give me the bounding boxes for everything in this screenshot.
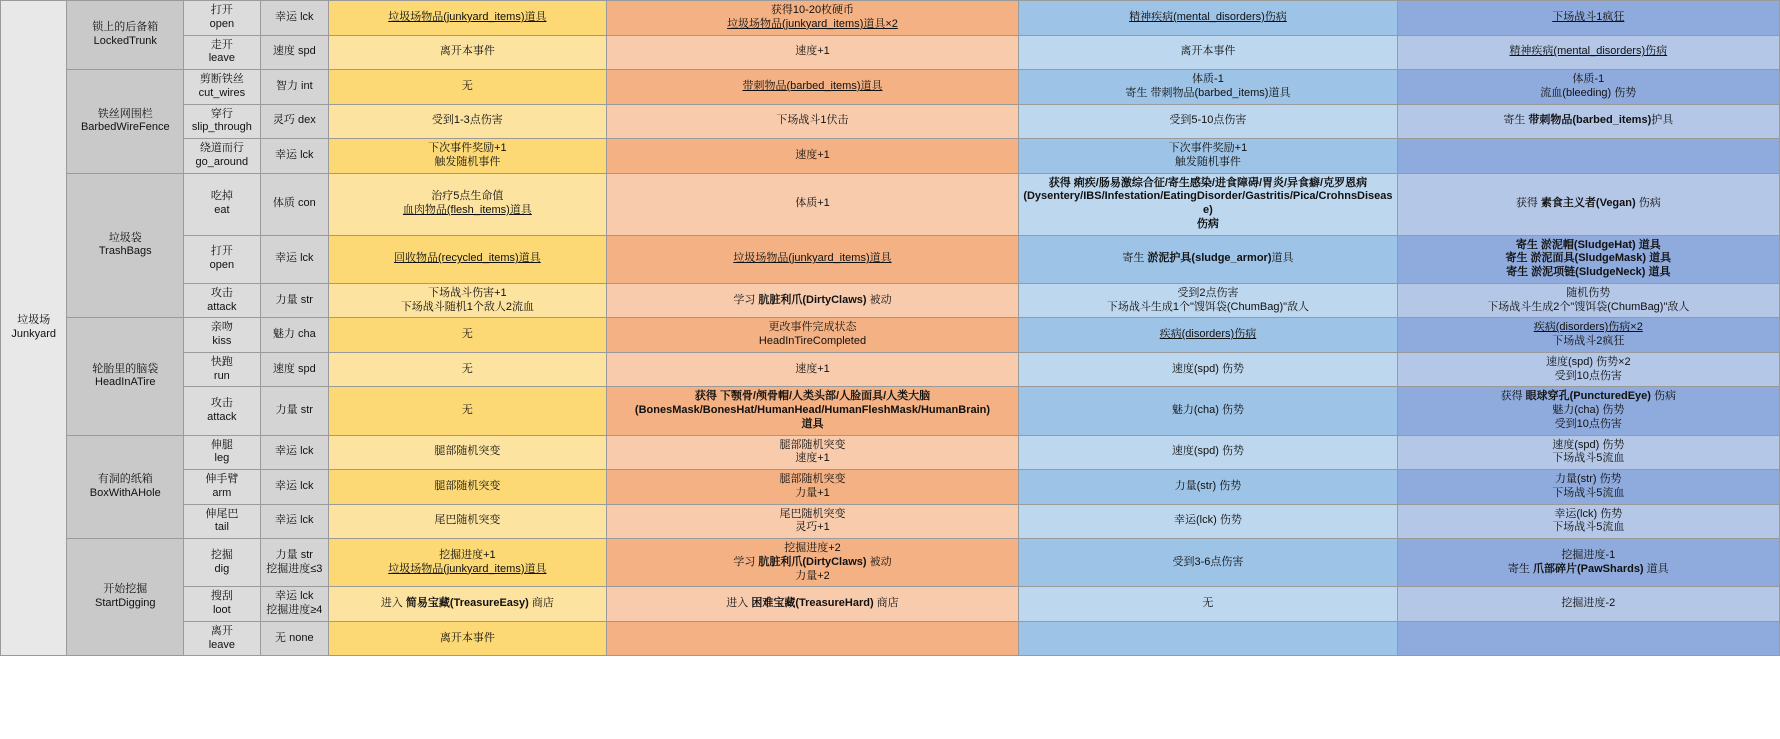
event-cell <box>67 70 184 174</box>
zone-label-cn: 垃圾场 <box>17 314 51 327</box>
outcome-success-cell <box>1019 352 1397 387</box>
cell-line: 灵巧+1 <box>795 521 830 534</box>
cell-line: 寄生 带刺物品(barbed_items)护具 <box>1503 114 1674 127</box>
cell-line: 无 <box>461 328 473 341</box>
cell-line: 下次事件奖励+1 <box>428 142 507 154</box>
table-row <box>1 35 1780 70</box>
cell-line: 体质-1 <box>1192 73 1224 85</box>
cell-line: 下场战斗1伏击 <box>776 114 849 127</box>
action-label-en: run <box>213 369 230 382</box>
action-label-cn: 打开 <box>210 4 233 16</box>
cell-line: 力量(str) 伤势 <box>1174 479 1242 492</box>
outcome-critical-fail-cell <box>329 35 607 70</box>
action-label-en: leave <box>208 638 235 651</box>
stat-label: 力量 str <box>275 404 313 416</box>
cell-line: 速度+1 <box>795 148 830 161</box>
cell-line: 速度(spd) 伤势 <box>1171 362 1244 375</box>
outcome-critical-success-cell <box>1397 235 1779 283</box>
outcome-success-cell <box>1019 283 1397 318</box>
cell-line: 尾巴随机突变 <box>779 507 846 520</box>
action-label-cn: 挖掘 <box>210 548 233 561</box>
stat-cell <box>260 504 328 539</box>
outcome-critical-success-cell <box>1397 35 1779 70</box>
cell-line: 更改事件完成状态 <box>768 321 857 334</box>
action-label-cn: 攻击 <box>210 397 233 410</box>
cell-line: 挖掘进度+1 <box>439 548 496 561</box>
action-cell <box>184 621 260 656</box>
cell-line: 下场战斗生成2个"馊饵袋(ChumBag)"敌人 <box>1487 300 1690 313</box>
stat-label: 幸运 lck <box>275 148 314 161</box>
action-cell <box>184 104 260 139</box>
table-row <box>1 104 1780 139</box>
outcome-critical-fail-cell <box>329 283 607 318</box>
outcome-critical-success-cell <box>1397 104 1779 139</box>
cell-line: 离开本事件 <box>439 45 495 58</box>
cell-line: 力量+1 <box>795 486 830 499</box>
event-name-cn: 垃圾袋 <box>108 231 142 244</box>
cell-line: 寄生 淤泥护具(sludge_armor)道具 <box>1122 252 1294 265</box>
cell-line: 获得10-20枚硬币 <box>770 4 855 16</box>
outcome-critical-success-cell <box>1397 539 1779 587</box>
stat-label: 幸运 lck <box>275 514 314 527</box>
outcome-fail-cell <box>606 173 1019 235</box>
cell-line: 垃圾场物品(junkyard_items)道具 <box>388 10 547 23</box>
cell-line: 道具 <box>801 417 824 430</box>
cell-line: 速度+1 <box>795 45 830 58</box>
outcome-success-cell <box>1019 139 1397 174</box>
stat-label: 速度 spd <box>272 45 316 58</box>
action-label-cn: 伸腿 <box>210 438 233 451</box>
cell-line: 力量(str) 伤势 <box>1554 473 1622 485</box>
outcome-critical-fail-cell <box>329 470 607 505</box>
event-name-cn: 锁上的后备箱 <box>92 21 159 34</box>
table-row <box>1 283 1780 318</box>
stat-cell <box>260 283 328 318</box>
outcome-critical-fail-cell <box>329 70 607 105</box>
outcome-fail-cell <box>606 104 1019 139</box>
outcome-success-cell <box>1019 70 1397 105</box>
action-label-cn: 走开 <box>210 38 233 51</box>
action-label-en: kiss <box>212 335 232 347</box>
stat-cell <box>260 173 328 235</box>
cell-line: 魅力(cha) 伤势 <box>1552 404 1625 416</box>
outcome-fail-cell <box>606 621 1019 656</box>
stat-label: 力量 str <box>275 293 313 306</box>
outcome-critical-success-cell <box>1397 283 1779 318</box>
stat-label: 无 none <box>275 631 314 644</box>
outcome-fail-cell <box>606 35 1019 70</box>
cell-line: 离开本事件 <box>439 631 495 644</box>
cell-line: 无 <box>1202 597 1214 610</box>
cell-line: 寄生 淤泥项链(SludgeNeck) 道具 <box>1506 266 1671 278</box>
cell-line: 带刺物品(barbed_items)道具 <box>742 79 883 92</box>
cell-line: 挖掘进度+2 <box>784 542 841 554</box>
cell-line: 下场战斗5流血 <box>1552 486 1625 499</box>
action-label-cn: 离开 <box>210 624 233 637</box>
stat-label: 灵巧 dex <box>272 114 316 127</box>
action-cell <box>184 504 260 539</box>
action-cell <box>184 352 260 387</box>
stat-label: 体质 con <box>272 197 316 210</box>
action-cell <box>184 139 260 174</box>
cell-line: 学习 肮脏利爪(DirtyClaws) 被动 <box>733 555 892 568</box>
stat-cell <box>260 352 328 387</box>
outcome-success-cell <box>1019 173 1397 235</box>
outcome-fail-cell <box>606 139 1019 174</box>
action-label-cn: 攻击 <box>210 286 233 299</box>
cell-line: 下场战斗5流血 <box>1552 452 1625 465</box>
action-label-cn: 绕道而行 <box>199 142 244 154</box>
outcome-success-cell <box>1019 35 1397 70</box>
event-name-en: HeadInATire <box>95 376 156 389</box>
cell-line: 下场战斗1疯狂 <box>1552 10 1625 23</box>
outcome-fail-cell <box>606 283 1019 318</box>
cell-line: HeadInTireCompleted <box>758 335 867 347</box>
action-label-en: slip_through <box>191 121 252 134</box>
cell-line: 精神疾病(mental_disorders)伤病 <box>1129 10 1287 23</box>
outcome-critical-fail-cell <box>329 621 607 656</box>
stat-condition: 挖掘进度≥4 <box>266 604 323 616</box>
cell-line: 血肉物品(flesh_items)道具 <box>402 204 532 216</box>
action-label-cn: 亲吻 <box>210 321 233 334</box>
cell-line: 无 <box>461 362 473 375</box>
cell-line: (BonesMask/BonesHat/HumanHead/HumanFleshMask/HumanBrain) <box>634 404 991 416</box>
cell-line: 下场战斗5流血 <box>1552 521 1625 534</box>
table-row <box>1 235 1780 283</box>
table-row <box>1 352 1780 387</box>
table-body <box>1 1 1780 656</box>
event-name-cn: 开始挖掘 <box>103 583 148 596</box>
outcome-critical-success-cell <box>1397 470 1779 505</box>
cell-line: 学习 肮脏利爪(DirtyClaws) 被动 <box>733 293 892 306</box>
outcome-fail-cell <box>606 587 1019 622</box>
outcome-success-cell <box>1019 621 1397 656</box>
stat-label: 魅力 cha <box>272 328 316 341</box>
stat-cell <box>260 318 328 353</box>
event-name-en: LockedTrunk <box>93 35 157 47</box>
stat-cell <box>260 104 328 139</box>
stat-cell <box>260 539 328 587</box>
cell-line: 速度(spd) 伤势 <box>1552 438 1625 451</box>
cell-line: 腿部随机突变 <box>779 473 846 485</box>
event-name-cn: 有洞的纸箱 <box>97 473 153 485</box>
action-label-cn: 打开 <box>210 245 233 258</box>
cell-line: 幸运(lck) 伤势 <box>1554 507 1623 520</box>
action-label-en: eat <box>214 204 230 216</box>
action-label-cn: 剪断铁丝 <box>199 73 244 85</box>
stat-cell <box>260 587 328 622</box>
stat-label: 幸运 lck <box>275 590 314 603</box>
cell-line: 速度+1 <box>795 362 830 375</box>
outcome-success-cell <box>1019 587 1397 622</box>
cell-line: 回收物品(recycled_items)道具 <box>394 252 541 265</box>
event-cell <box>67 173 184 318</box>
outcome-critical-success-cell <box>1397 621 1779 656</box>
action-label-cn: 伸手臂 <box>205 473 239 485</box>
outcome-critical-fail-cell <box>329 587 607 622</box>
outcome-fail-cell <box>606 435 1019 470</box>
outcome-success-cell <box>1019 470 1397 505</box>
cell-line: 下场战斗随机1个敌人2流血 <box>400 300 534 313</box>
action-label-en: attack <box>207 300 237 313</box>
event-name-en: BarbedWireFence <box>80 121 170 134</box>
table-row <box>1 70 1780 105</box>
outcome-critical-fail-cell <box>329 139 607 174</box>
action-cell <box>184 235 260 283</box>
cell-line: 下场战斗伤害+1 <box>428 286 507 299</box>
action-cell <box>184 539 260 587</box>
cell-line: 疾病(disorders)伤病 <box>1159 328 1257 341</box>
cell-line: 挖掘进度-2 <box>1561 597 1616 610</box>
cell-line: 触发随机事件 <box>1174 155 1241 168</box>
action-cell <box>184 70 260 105</box>
cell-line: 垃圾场物品(junkyard_items)道具×2 <box>727 17 898 30</box>
outcome-success-cell <box>1019 318 1397 353</box>
stat-cell <box>260 235 328 283</box>
event-name-en: TrashBags <box>98 245 152 258</box>
cell-line: 下场战斗生成1个"馊饵袋(ChumBag)"敌人 <box>1106 300 1310 313</box>
cell-line: 幸运(lck) 伤势 <box>1174 514 1242 527</box>
table-row <box>1 435 1780 470</box>
action-label-cn: 穿行 <box>210 107 233 120</box>
cell-line: 垃圾场物品(junkyard_items)道具 <box>388 562 547 575</box>
cell-line: 受到2点伤害 <box>1177 286 1239 299</box>
table-row <box>1 504 1780 539</box>
cell-line: 获得 素食主义者(Vegan) 伤病 <box>1515 197 1661 210</box>
outcome-success-cell <box>1019 104 1397 139</box>
event-cell <box>67 318 184 435</box>
cell-line: 腿部随机突变 <box>779 438 846 451</box>
action-cell <box>184 587 260 622</box>
outcome-critical-success-cell <box>1397 435 1779 470</box>
cell-line: 寄生 爪部碎片(PawShards) 道具 <box>1507 562 1669 575</box>
cell-line: 力量+2 <box>795 569 830 582</box>
cell-line: 尾巴随机突变 <box>434 514 501 527</box>
action-cell <box>184 470 260 505</box>
outcome-critical-success-cell <box>1397 173 1779 235</box>
stat-cell <box>260 35 328 70</box>
outcome-critical-success-cell <box>1397 504 1779 539</box>
outcome-critical-fail-cell <box>329 504 607 539</box>
outcome-critical-fail-cell <box>329 1 607 36</box>
outcome-success-cell <box>1019 1 1397 36</box>
action-cell <box>184 1 260 36</box>
event-name-cn: 铁丝网围栏 <box>97 107 153 120</box>
action-label-cn: 快跑 <box>210 355 233 368</box>
event-name-cn: 轮胎里的脑袋 <box>92 362 159 375</box>
table-row <box>1 387 1780 435</box>
cell-line: 腿部随机突变 <box>434 445 501 458</box>
outcome-success-cell <box>1019 504 1397 539</box>
outcome-critical-success-cell <box>1397 318 1779 353</box>
outcome-success-cell <box>1019 387 1397 435</box>
event-name-en: StartDigging <box>94 597 156 610</box>
cell-line: 魅力(cha) 伤势 <box>1171 404 1244 416</box>
cell-line: 受到3-6点伤害 <box>1172 555 1244 568</box>
action-label-en: cut_wires <box>198 86 246 99</box>
outcome-success-cell <box>1019 435 1397 470</box>
action-label-en: dig <box>214 562 230 575</box>
action-label-en: go_around <box>195 155 249 168</box>
outcome-critical-success-cell <box>1397 352 1779 387</box>
action-label-en: leg <box>214 452 230 465</box>
action-cell <box>184 173 260 235</box>
action-label-cn: 吃掉 <box>210 190 233 203</box>
cell-line: 受到10点伤害 <box>1554 417 1622 430</box>
outcome-fail-cell <box>606 504 1019 539</box>
stat-cell <box>260 1 328 36</box>
action-label-en: open <box>209 17 235 30</box>
table-row <box>1 587 1780 622</box>
outcome-critical-success-cell <box>1397 587 1779 622</box>
action-cell <box>184 283 260 318</box>
outcome-critical-fail-cell <box>329 173 607 235</box>
action-label-en: attack <box>207 410 237 423</box>
stat-cell <box>260 139 328 174</box>
stat-label: 力量 str <box>275 548 313 561</box>
table-row <box>1 621 1780 656</box>
stat-label: 幸运 lck <box>275 445 314 458</box>
stat-cell <box>260 470 328 505</box>
cell-line: 寄生 带刺物品(barbed_items)道具 <box>1125 86 1291 99</box>
action-label-cn: 伸尾巴 <box>205 507 239 520</box>
table-row <box>1 139 1780 174</box>
outcome-critical-fail-cell <box>329 539 607 587</box>
action-cell <box>184 387 260 435</box>
outcome-critical-success-cell <box>1397 70 1779 105</box>
cell-line: 治疗5点生命值 <box>431 190 504 203</box>
table-row <box>1 539 1780 587</box>
cell-line: 受到5-10点伤害 <box>1169 114 1247 127</box>
cell-line: 无 <box>461 79 473 92</box>
action-cell <box>184 35 260 70</box>
stat-cell <box>260 621 328 656</box>
outcome-critical-fail-cell <box>329 318 607 353</box>
outcome-critical-success-cell <box>1397 139 1779 174</box>
event-cell <box>67 1 184 70</box>
cell-line: 下场战斗2疯狂 <box>1552 335 1625 347</box>
zone-cell <box>1 1 67 656</box>
cell-line: 受到1-3点伤害 <box>431 114 503 127</box>
cell-line: 伤病 <box>1196 217 1219 230</box>
table-row <box>1 470 1780 505</box>
cell-line: (Dysentery/IBS/Infestation/EatingDisorder/Gastritis/Pica/CrohnsDisease) <box>1023 190 1393 216</box>
cell-line: 离开本事件 <box>1180 45 1236 58</box>
cell-line: 无 <box>461 404 473 416</box>
outcome-critical-fail-cell <box>329 235 607 283</box>
outcome-critical-fail-cell <box>329 387 607 435</box>
cell-line: 触发随机事件 <box>434 155 501 168</box>
cell-line: 获得 痢疾/肠易激综合征/寄生感染/进食障碍/胃炎/异食癖/克罗恩病 <box>1048 176 1368 189</box>
cell-line: 下次事件奖励+1 <box>1168 142 1248 154</box>
outcome-fail-cell <box>606 318 1019 353</box>
outcome-fail-cell <box>606 352 1019 387</box>
cell-line: 进入 简易宝藏(TreasureEasy) 商店 <box>380 597 554 610</box>
outcome-fail-cell <box>606 70 1019 105</box>
action-label-en: loot <box>212 604 231 616</box>
outcome-critical-fail-cell <box>329 352 607 387</box>
stat-label: 幸运 lck <box>275 479 314 492</box>
stat-cell <box>260 435 328 470</box>
cell-line: 获得 下颚骨/颅骨帽/人类头部/人脸面具/人类大脑 <box>694 390 931 403</box>
cell-line: 速度(spd) 伤势×2 <box>1545 355 1631 368</box>
stat-cell <box>260 387 328 435</box>
cell-line: 速度(spd) 伤势 <box>1171 445 1244 458</box>
action-label-en: open <box>209 259 235 272</box>
table-row <box>1 173 1780 235</box>
action-cell <box>184 318 260 353</box>
cell-line: 寄生 淤泥帽(SludgeHat) 道具 <box>1515 238 1661 251</box>
outcome-critical-success-cell <box>1397 1 1779 36</box>
outcome-fail-cell <box>606 235 1019 283</box>
outcome-critical-fail-cell <box>329 104 607 139</box>
outcome-critical-success-cell <box>1397 387 1779 435</box>
stat-label: 幸运 lck <box>275 10 314 23</box>
cell-line: 垃圾场物品(junkyard_items)道具 <box>733 252 892 265</box>
cell-line: 挖掘进度-1 <box>1561 548 1616 561</box>
outcome-fail-cell <box>606 470 1019 505</box>
stat-cell <box>260 70 328 105</box>
outcome-fail-cell <box>606 539 1019 587</box>
cell-line: 腿部随机突变 <box>434 479 501 492</box>
cell-line: 流血(bleeding) 伤势 <box>1540 86 1637 99</box>
action-label-en: tail <box>214 521 229 534</box>
action-label-en: arm <box>212 486 232 499</box>
event-cell <box>67 435 184 539</box>
event-cell <box>67 539 184 656</box>
stat-label: 智力 int <box>275 79 313 92</box>
action-cell <box>184 435 260 470</box>
outcome-fail-cell <box>606 387 1019 435</box>
action-label-cn: 搜刮 <box>210 590 233 603</box>
cell-line: 随机伤势 <box>1566 286 1611 299</box>
cell-line: 进入 困难宝藏(TreasureHard) 商店 <box>726 597 899 610</box>
action-label-en: leave <box>208 52 235 65</box>
cell-line: 寄生 淤泥面具(SludgeMask) 道具 <box>1505 252 1672 265</box>
cell-line: 体质+1 <box>795 197 830 210</box>
cell-line: 疾病(disorders)伤病×2 <box>1533 321 1643 334</box>
zone-label-en: Junkyard <box>11 328 57 341</box>
stat-label: 幸运 lck <box>275 252 314 265</box>
cell-line: 获得 眼球穿孔(PuncturedEye) 伤病 <box>1500 390 1676 403</box>
outcome-success-cell <box>1019 235 1397 283</box>
outcome-success-cell <box>1019 539 1397 587</box>
event-name-en: BoxWithAHole <box>89 486 161 499</box>
stat-label: 速度 spd <box>272 362 316 375</box>
table-row <box>1 318 1780 353</box>
outcome-fail-cell <box>606 1 1019 36</box>
cell-line: 精神疾病(mental_disorders)伤病 <box>1509 45 1668 58</box>
outcome-critical-fail-cell <box>329 435 607 470</box>
cell-line: 速度+1 <box>795 452 830 465</box>
table-row <box>1 1 1780 36</box>
cell-line: 受到10点伤害 <box>1554 369 1622 382</box>
stat-condition: 挖掘进度≤3 <box>266 562 323 575</box>
cell-line: 体质-1 <box>1572 73 1605 85</box>
